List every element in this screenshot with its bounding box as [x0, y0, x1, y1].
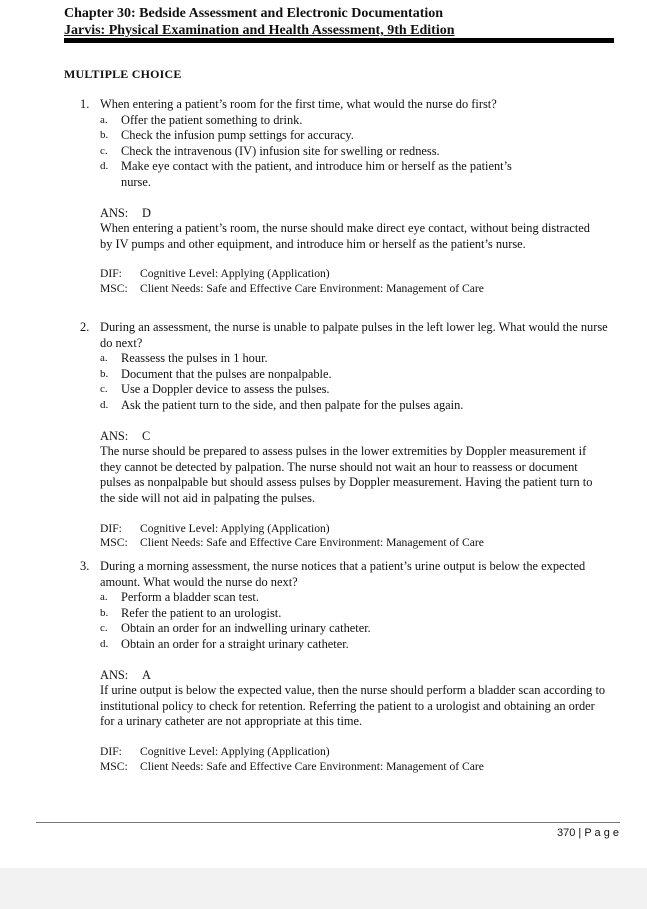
answer-label: ANS:: [100, 428, 129, 443]
rationale: If urine output is below the expected value, then the nurse should perform a bladder scan according to institutional policy to check for retention. Referring the patient to a urologist and obtaining an order for a urinary catheter are not appropriate at this time.: [100, 683, 606, 729]
option-text: Check the intravenous (IV) infusion site for swelling or redness.: [121, 143, 440, 158]
answer-line: [100, 206, 610, 222]
question-2: [80, 320, 610, 551]
answer-line: [100, 668, 610, 684]
question-meta: [100, 267, 610, 297]
option-a: [100, 113, 610, 129]
option-a: [100, 590, 610, 606]
option-letter: d.: [100, 160, 109, 173]
question-number: 3.: [80, 559, 90, 573]
option-a: [100, 351, 610, 367]
msc-value: Client Needs: Safe and Effective Care Environment: Management of Care: [140, 282, 484, 296]
option-text: Obtain an order for a straight urinary catheter.: [121, 636, 349, 651]
option-b: [100, 367, 610, 383]
answer-value: D: [142, 205, 151, 220]
option-text: Check the infusion pump settings for accuracy.: [121, 128, 354, 143]
option-letter: c.: [100, 383, 108, 396]
option-letter: a.: [100, 352, 108, 365]
answer-value: A: [142, 667, 151, 682]
dif-value: Cognitive Level: Applying (Application): [140, 267, 330, 281]
option-letter: b.: [100, 367, 109, 380]
page-header: [64, 5, 614, 39]
question-meta: [100, 522, 610, 552]
option-c: [100, 382, 610, 398]
option-text: Offer the patient something to drink.: [121, 112, 303, 127]
option-letter: d.: [100, 637, 109, 650]
option-b: [100, 606, 610, 622]
dif-value: Cognitive Level: Applying (Application): [140, 744, 330, 758]
msc-value: Client Needs: Safe and Effective Care Environment: Management of Care: [140, 536, 484, 550]
answer-value: C: [142, 428, 151, 443]
answer-label: ANS:: [100, 667, 129, 682]
option-letter: b.: [100, 606, 109, 619]
option-d: [100, 637, 610, 653]
option-letter: a.: [100, 113, 108, 126]
option-b: [100, 128, 610, 144]
option-text: Use a Doppler device to assess the pulses.: [121, 382, 330, 397]
msc-label: MSC:: [100, 759, 128, 773]
msc-label: MSC:: [100, 536, 128, 550]
option-letter: a.: [100, 591, 108, 604]
option-c: [100, 621, 610, 637]
option-d: [100, 398, 610, 414]
question-meta: [100, 745, 610, 775]
page-number: 370 | P a g e: [557, 827, 619, 839]
option-text: Obtain an order for an indwelling urinary catheter.: [121, 621, 371, 636]
msc-value: Client Needs: Safe and Effective Care Environment: Management of Care: [140, 759, 484, 773]
question-1: [80, 97, 610, 297]
option-text: Ask the patient turn to the side, and then palpate for the pulses again.: [121, 397, 464, 412]
dif-label: DIF:: [100, 744, 122, 758]
footer-rule: [36, 822, 620, 823]
question-stem: When entering a patient’s room for the first time, what would the nurse do first?: [100, 97, 497, 111]
section-title: MULTIPLE CHOICE: [64, 67, 182, 81]
question-stem: During a morning assessment, the nurse notices that a patient’s urine output is below the expected amount. What would the nurse do next?: [100, 559, 586, 589]
question-stem: During an assessment, the nurse is unable to palpate pulses in the left lower leg. What would the nurse do next?: [100, 320, 608, 350]
question-number: 2.: [80, 320, 90, 334]
chapter-title: Chapter 30: Bedside Assessment and Electronic Documentation: [64, 6, 444, 21]
question-3: [80, 559, 610, 775]
option-d: [100, 159, 610, 190]
option-text: Document that the pulses are nonpalpable.: [121, 366, 332, 381]
rationale: When entering a patient’s room, the nurse should make direct eye contact, without being distracted by IV pumps and other equipment, and introduce him or herself as the patient’s nurse.: [100, 221, 590, 251]
option-text: Make eye contact with the patient, and introduce him or herself as the patient’s nurse.: [121, 159, 512, 189]
rationale: The nurse should be prepared to assess pulses in the lower extremities by Doppler measurement if they cannot be detected by palpation. The nurse should not wait an hour to reassess or document pulses as nonpalpable but should assess pulses by Doppler measurement. Having the patient turn to the side will not aid in palpating the pulses.: [100, 444, 593, 505]
msc-label: MSC:: [100, 282, 128, 296]
dif-label: DIF:: [100, 267, 122, 281]
dif-label: DIF:: [100, 521, 122, 535]
option-list: [100, 113, 610, 191]
option-c: [100, 144, 610, 160]
option-text: Refer the patient to an urologist.: [121, 605, 282, 620]
book-title: Jarvis: Physical Examination and Health Assessment, 9th Edition: [64, 23, 455, 38]
header-rule: [64, 38, 614, 43]
answer-label: ANS:: [100, 205, 129, 220]
option-letter: c.: [100, 622, 108, 635]
option-letter: d.: [100, 398, 109, 411]
option-text: Reassess the pulses in 1 hour.: [121, 351, 268, 366]
option-list: [100, 351, 610, 413]
question-number: 1.: [80, 97, 90, 111]
dif-value: Cognitive Level: Applying (Application): [140, 521, 330, 535]
option-text: Perform a bladder scan test.: [121, 590, 259, 605]
option-letter: c.: [100, 144, 108, 157]
option-letter: b.: [100, 129, 109, 142]
option-list: [100, 590, 610, 652]
answer-line: [100, 429, 610, 445]
